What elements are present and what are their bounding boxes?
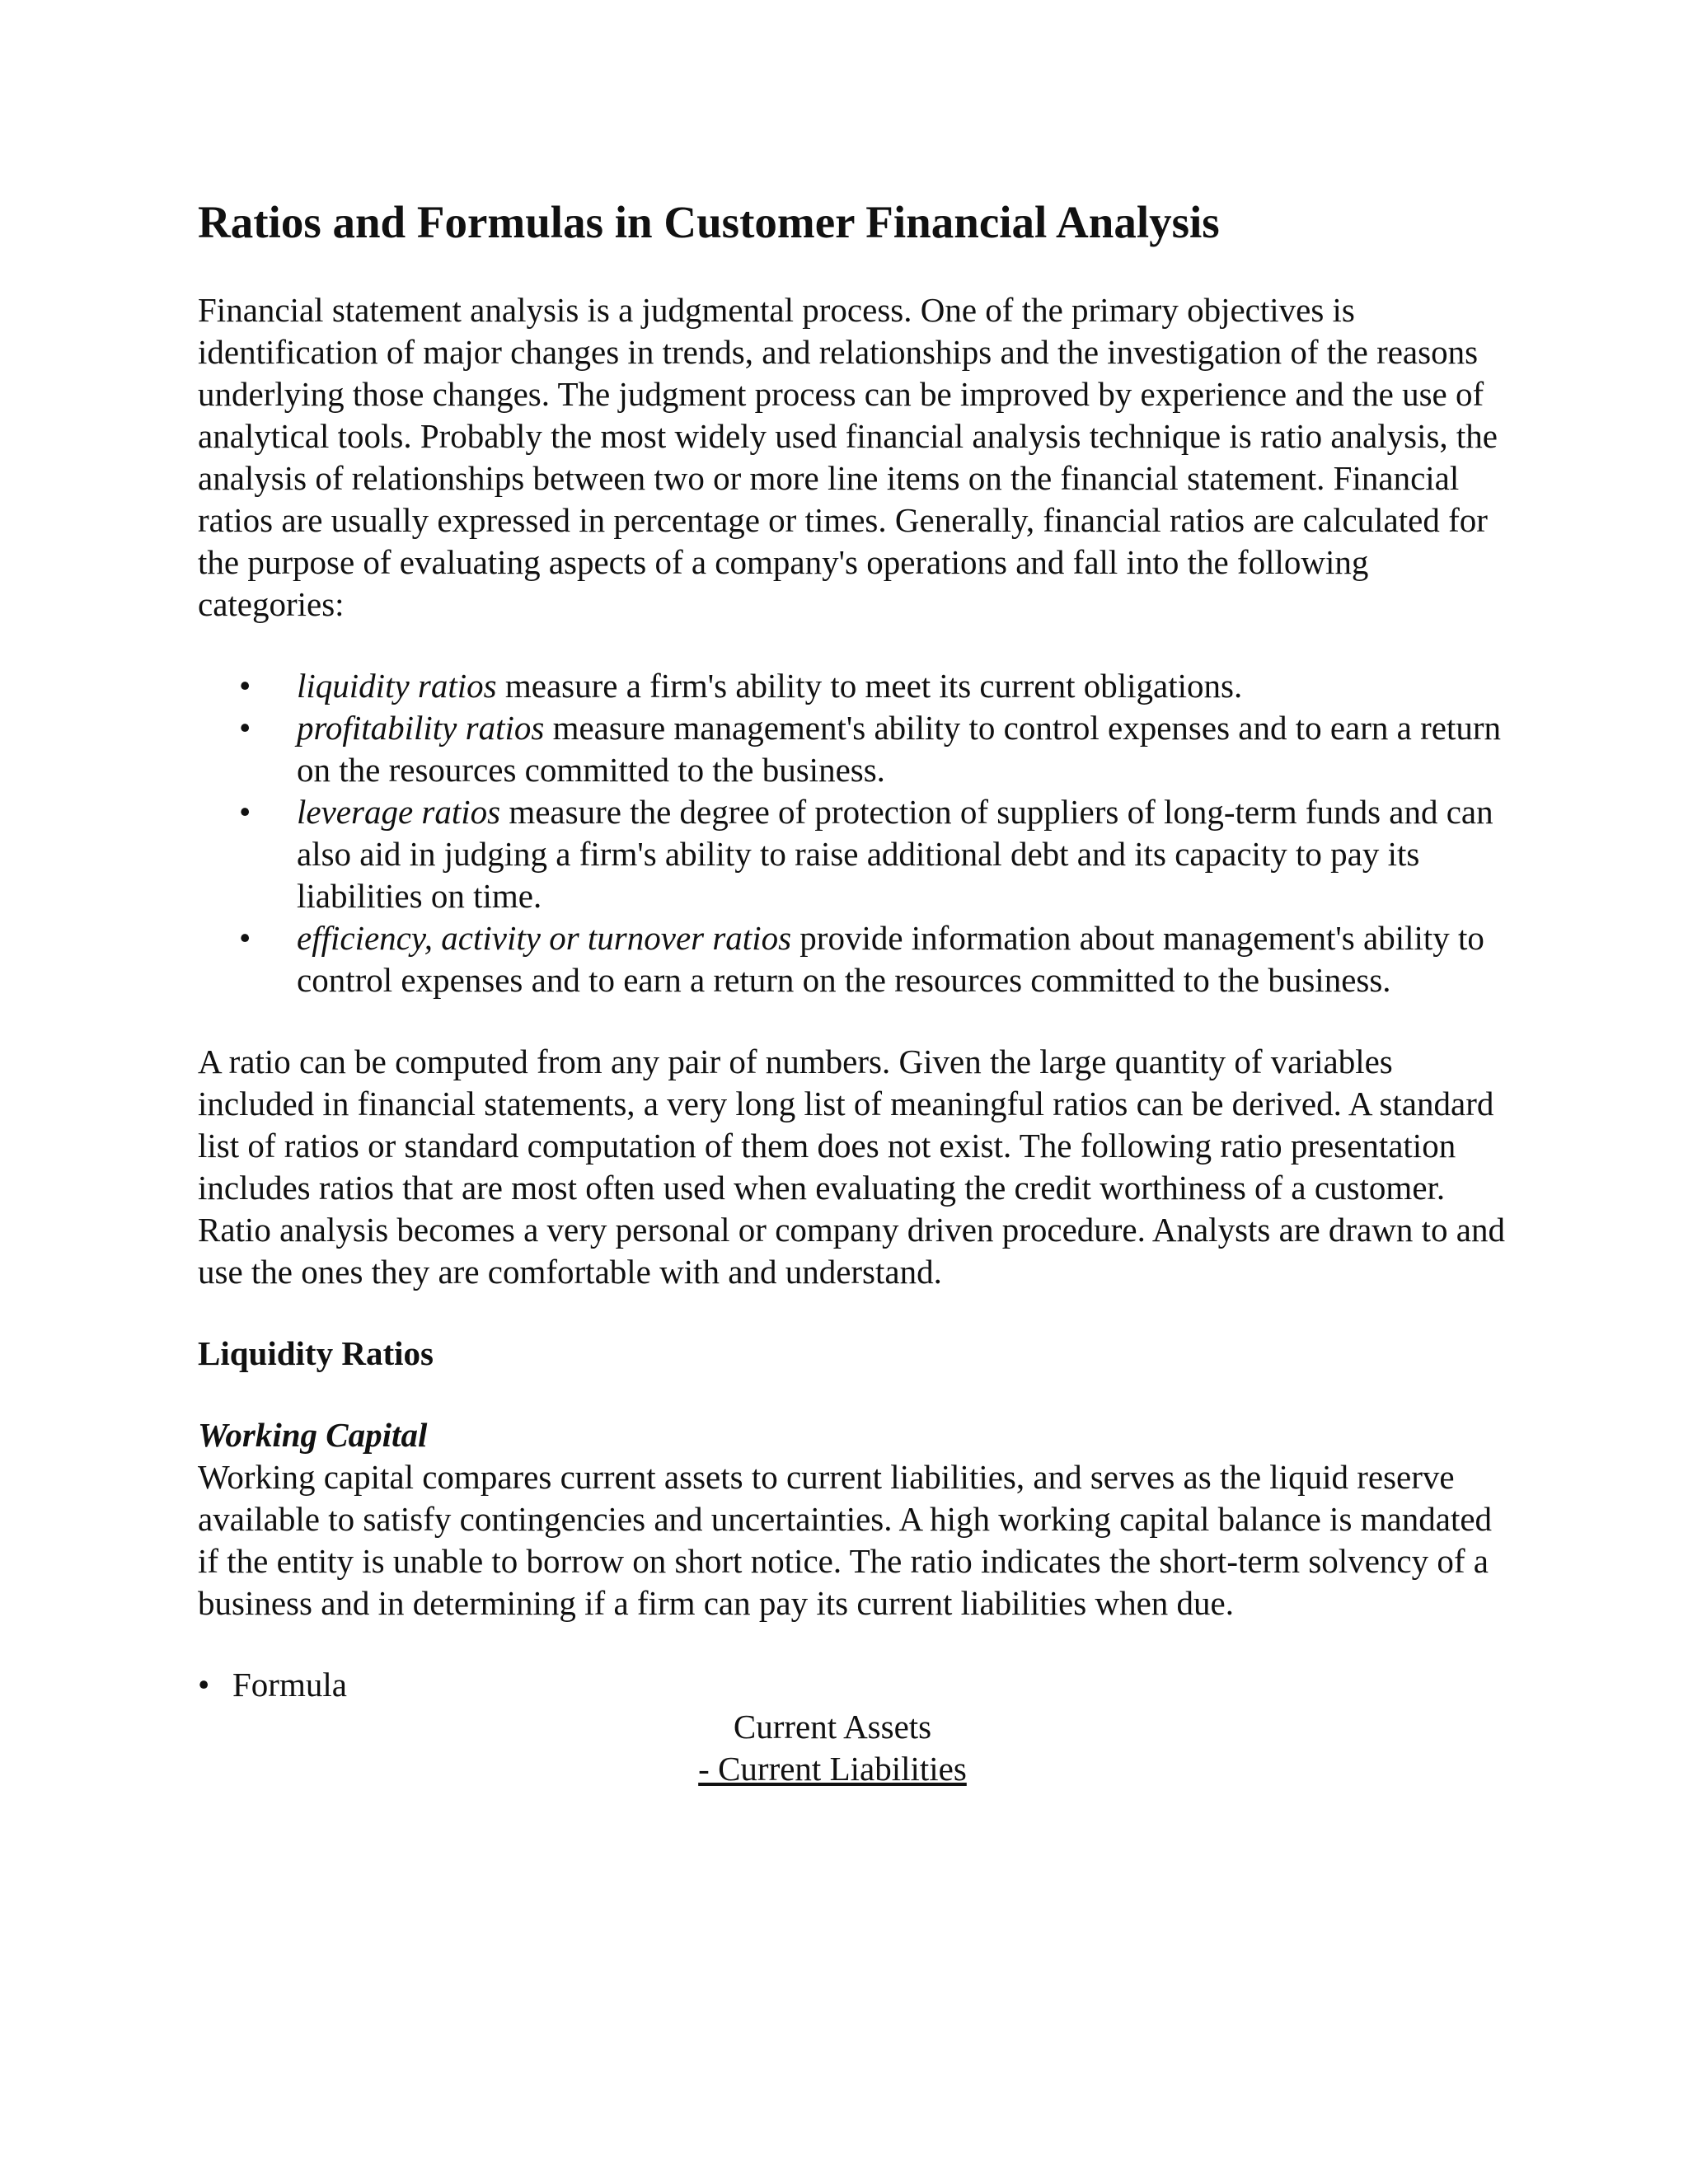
document-page	[198, 196, 1517, 1790]
ratio-categories-list	[198, 665, 1517, 1001]
ratio-paragraph: A ratio can be computed from any pair of numbers. Given the large quantity of variables included in financial statements, a very long list of meaningful ratios can be derived. A standard list of ratios or standard computation of them does not exist. The following ratio presentation includes ratios that are most often used when evaluating the credit worthiness of a customer. Ratio analysis becomes a very personal or company driven procedure. Analysts are drawn to and use the ones they are comfortable with and understand.	[198, 1043, 1505, 1291]
list-item	[198, 791, 1517, 917]
category-text: measure the degree of protection of suppliers of long-term funds and can also aid in judging a firm's ability to raise additional debt and its capacity to pay its liabilities on time.	[297, 793, 1493, 916]
list-item	[198, 665, 1517, 707]
category-term: profitability ratios	[297, 709, 545, 748]
formula-line-wrap	[198, 1748, 1467, 1790]
category-term: efficiency, activity or turnover ratios	[297, 919, 792, 958]
bullet-icon: •	[239, 667, 251, 705]
formula-item	[198, 1664, 1517, 1706]
category-text: provide information about management's ability to control expenses and to earn a return on the resources committed to the business.	[297, 919, 1484, 1000]
bullet-icon: •	[239, 919, 251, 958]
bullet-icon: •	[239, 709, 251, 748]
bullet-icon: •	[239, 793, 251, 832]
formula-expression	[198, 1706, 1467, 1790]
list-item	[198, 917, 1517, 1001]
liquidity-ratios-heading: Liquidity Ratios	[198, 1334, 434, 1373]
formula-label: Formula	[232, 1666, 347, 1704]
list-item	[198, 707, 1517, 791]
category-term: leverage ratios	[297, 793, 501, 832]
working-capital-heading: Working Capital	[198, 1416, 428, 1455]
bullet-icon: •	[198, 1666, 210, 1704]
category-term: liquidity ratios	[297, 667, 497, 705]
formula-line-current-assets: Current Assets	[733, 1708, 932, 1746]
category-text: measure management's ability to control expenses and to earn a return on the resources committed to the business.	[297, 709, 1502, 790]
intro-paragraph: Financial statement analysis is a judgmental process. One of the primary objectives is identification of major changes in trends, and relationships and the investigation of the reasons underlying those changes. The judgment process can be improved by experience and the use of analytical tools. Probably the most widely used financial analysis technique is ratio analysis, the analysis of relationships between two or more line items on the financial statement. Financial ratios are usually expressed in percentage or times. Generally, financial ratios are calculated for the purpose of evaluating aspects of a company's operations and fall into the following categories:	[198, 291, 1498, 624]
page-title: Ratios and Formulas in Customer Financial Analysis	[198, 197, 1220, 247]
category-text: measure a firm's ability to meet its current obligations.	[496, 667, 1243, 705]
formula-line-current-liabilities: - Current Liabilities	[698, 1750, 967, 1788]
working-capital-paragraph: Working capital compares current assets to current liabilities, and serves as the liquid reserve available to satisfy contingencies and uncertainties. A high working capital balance is mandated if the entity is unable to borrow on short notice. The ratio indicates the short-term solvency of a business and in determining if a firm can pay its current liabilities when due.	[198, 1458, 1493, 1623]
